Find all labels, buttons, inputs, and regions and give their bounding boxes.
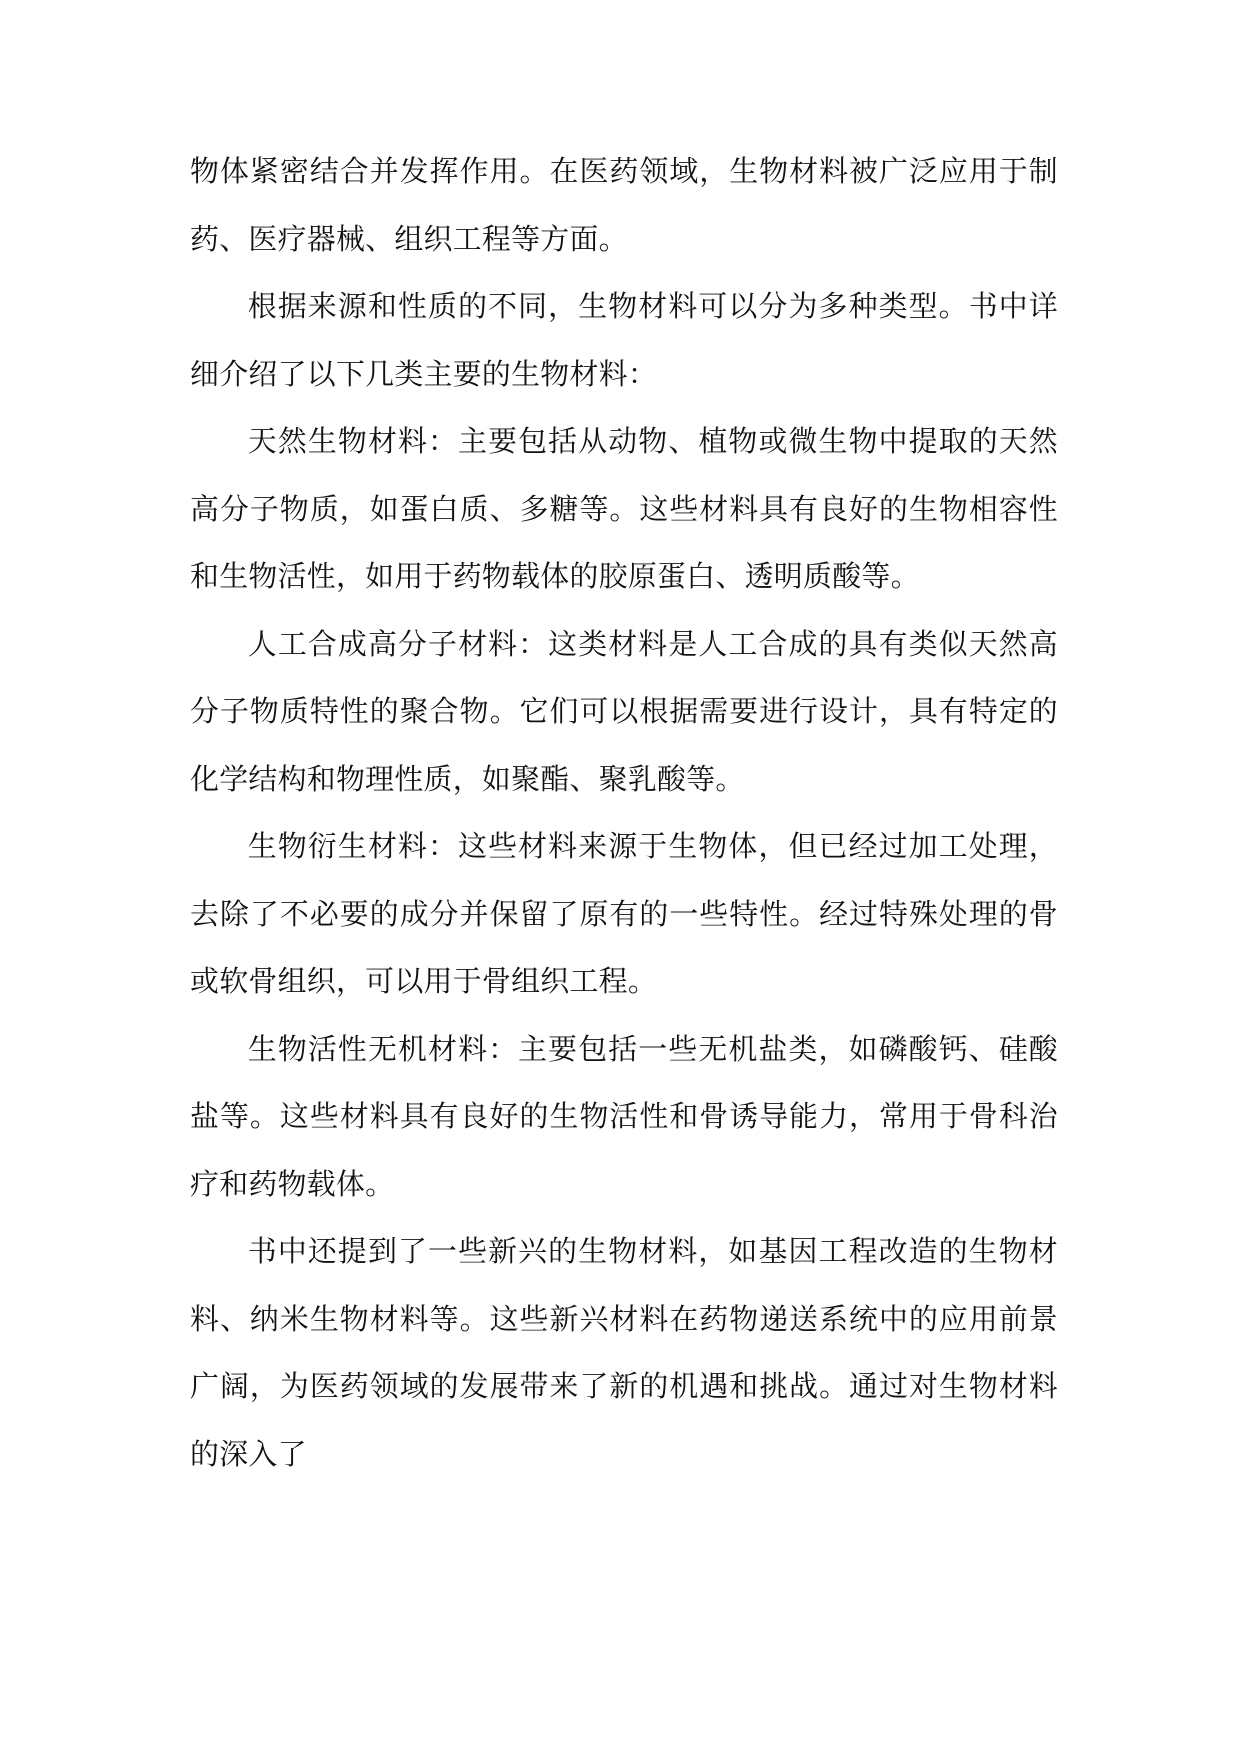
paragraph-continuation: 物体紧密结合并发挥作用。在医药领域，生物材料被广泛应用于制药、医疗器械、组织工程等方面。: [190, 154, 1058, 256]
paragraph-bio-derived-materials: 生物衍生材料：这些材料来源于生物体，但已经过加工处理，去除了不必要的成分并保留了原有的一些特性。经过特殊处理的骨或软骨组织，可以用于骨组织工程。: [190, 829, 1058, 998]
body-text: [190, 138, 1058, 1488]
paragraph-bioactive-inorganic: 生物活性无机材料：主要包括一些无机盐类，如磷酸钙、硅酸盐等。这些材料具有良好的生物活性和骨诱导能力，常用于骨科治疗和药物载体。: [190, 1031, 1058, 1201]
paragraph-natural-materials: 天然生物材料：主要包括从动物、植物或微生物中提取的天然高分子物质，如蛋白质、多糖等。这些材料具有良好的生物相容性和生物活性，如用于药物载体的胶原蛋白、透明质酸等。: [190, 424, 1058, 593]
paragraph-classification-intro: 根据来源和性质的不同，生物材料可以分为多种类型。书中详细介绍了以下几类主要的生物材料：: [190, 289, 1058, 391]
paragraph-emerging-materials: 书中还提到了一些新兴的生物材料，如基因工程改造的生物材料、纳米生物材料等。这些新兴材料在药物递送系统中的应用前景广阔，为医药领域的发展带来了新的机遇和挑战。通过对生物材料的深入了: [190, 1234, 1058, 1471]
paragraph-synthetic-polymers: 人工合成高分子材料：这类材料是人工合成的具有类似天然高分子物质特性的聚合物。它们可以根据需要进行设计，具有特定的化学结构和物理性质，如聚酯、聚乳酸等。: [190, 626, 1058, 796]
